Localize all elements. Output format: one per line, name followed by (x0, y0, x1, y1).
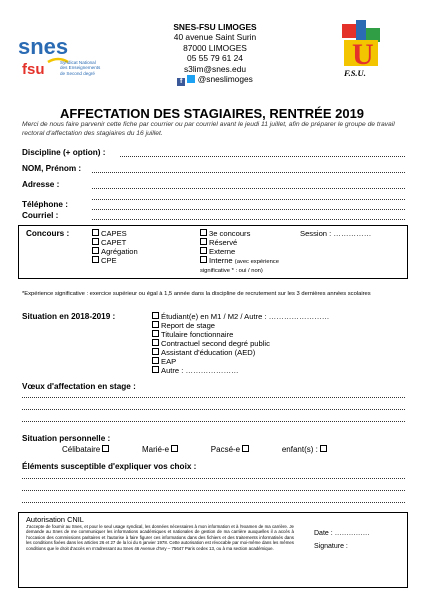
cnil-text: J'accepte de fournir au Snes, et pour le seul usage syndical, les données nécessaires à mon information et à l'examen de ma carrière. Je demande au Snes de me communiquer les informations académiques et nationales de gestion de ma carrière auxquelles il a accès à l'occasion des commissions paritaires et l'autorise à faire figurer ces informations dans des fichiers et des traitements informatisés dans les conditions fixées dans les articles 26 et 27 de la loi du 6 janvier 1978. Cette autorisation est révocable par moi-même dans les mêmes conditions que le droit d'accès en m'adressant au Snes 46 Avenue d'Ivry – 75647 Paris cedex 13, ou à ma section académique. (26, 524, 294, 551)
option-pacse[interactable]: Pacsé-e (211, 445, 252, 454)
elements-label: Éléments susceptible d'expliquer vos choix : (22, 462, 197, 471)
intro-text: Merci de nous faire parvenir cette fiche par courrier ou par courriel avant le jeudi 11 juillet, afin de préparer le groupe de travail rectoral d'affectation des stagiaires du 16 juillet. (22, 121, 395, 137)
checkbox[interactable] (92, 247, 99, 254)
social-row (140, 74, 290, 86)
field-discipline-input[interactable] (120, 156, 405, 157)
field-courriel-input[interactable] (92, 219, 405, 220)
fsu-logo-graphic (340, 20, 384, 68)
option-etudiant[interactable]: Étudiant(e) en M1 / M2 / Autre : …………………… (152, 312, 329, 321)
option-contractuel[interactable]: Contractuel second degré public (152, 339, 329, 348)
checkbox[interactable] (171, 445, 178, 452)
experience-note: *Expérience significative : exercice supérieur ou égal à 1,5 année dans la discipline de recrutement sur les 3 dernières années scolaires (22, 291, 371, 297)
option-celibataire[interactable]: Célibataire (62, 445, 111, 454)
session-field[interactable]: Session : …………… (300, 229, 372, 238)
concours-col2 (200, 229, 279, 275)
field-adresse-label: Adresse : (22, 180, 60, 189)
concours-col1 (92, 229, 138, 265)
option-titulaire[interactable]: Titulaire fonctionnaire (152, 330, 329, 339)
svg-text:snes: snes (18, 34, 69, 59)
field-telephone-label: Téléphone : (22, 200, 68, 209)
snes-caption-2: des Enseignements (60, 65, 101, 71)
checkbox[interactable] (200, 247, 207, 254)
option-agregation[interactable]: Agrégation (92, 247, 138, 256)
checkbox[interactable] (200, 256, 207, 263)
snes-caption-3: de Second degré (60, 70, 95, 76)
option-eap[interactable]: EAP (152, 357, 329, 366)
address-line-2: 87000 LIMOGES (183, 42, 247, 53)
email: s3lim@snes.edu (183, 63, 247, 74)
checkbox[interactable] (92, 238, 99, 245)
checkbox[interactable] (152, 339, 159, 346)
field-adresse-input-1[interactable] (92, 188, 405, 189)
voeux-line-2[interactable] (22, 409, 405, 410)
checkbox[interactable] (242, 445, 249, 452)
situation-label: Situation en 2018-2019 : (22, 312, 116, 321)
social-handle: @sneslimoges (197, 74, 253, 85)
option-enfants[interactable]: enfant(s) : (282, 445, 329, 454)
option-3e-concours[interactable]: 3e concours (200, 229, 279, 238)
option-capes[interactable]: CAPES (92, 229, 138, 238)
option-aed[interactable]: Assistant d'éducation (AED) (152, 348, 329, 357)
twitter-icon (187, 75, 195, 83)
checkbox[interactable] (200, 238, 207, 245)
option-marie[interactable]: Marié-e (142, 445, 180, 454)
page-title: AFFECTATION DES STAGIAIRES, RENTRÉE 2019 (59, 106, 365, 121)
situation-options (152, 312, 329, 375)
checkbox[interactable] (152, 366, 159, 373)
elements-line-1[interactable] (22, 478, 405, 479)
checkbox[interactable] (200, 229, 207, 236)
voeux-label: Vœux d'affectation en stage : (22, 382, 136, 391)
checkbox[interactable] (320, 445, 327, 452)
snes-caption-1: Syndicat National (60, 60, 96, 65)
voeux-line-1[interactable] (22, 397, 405, 398)
checkbox[interactable] (152, 321, 159, 328)
option-externe[interactable]: Externe (200, 247, 279, 256)
cnil-date[interactable]: Date : …………… (314, 530, 370, 537)
option-autre[interactable]: Autre : ………………… (152, 366, 329, 375)
field-adresse-input-2[interactable] (92, 199, 405, 200)
org-contact-block (140, 22, 290, 86)
field-discipline-label: Discipline (+ option) : (22, 148, 106, 157)
field-telephone-input[interactable] (92, 209, 405, 210)
option-cpe[interactable]: CPE (92, 256, 138, 265)
facebook-icon: f (177, 78, 185, 86)
field-nom-label: NOM, Prénom : (22, 164, 82, 173)
interne-note: significative * : oui / non) (200, 268, 263, 274)
checkbox[interactable] (152, 312, 159, 319)
cnil-signature[interactable]: Signature : (314, 543, 348, 550)
phone: 05 55 79 61 24 (187, 53, 243, 64)
checkbox[interactable] (92, 229, 99, 236)
field-nom-input[interactable] (92, 172, 405, 173)
address-line-1: 40 avenue Saint Surin (173, 32, 257, 43)
checkbox[interactable] (102, 445, 109, 452)
checkbox[interactable] (152, 357, 159, 364)
org-name: SNES-FSU LIMOGES (173, 22, 257, 32)
cnil-title: Autorisation CNIL (26, 515, 84, 524)
snes-logo (18, 32, 128, 94)
perso-label: Situation personnelle : (22, 434, 111, 443)
field-courriel-label: Courriel : (22, 211, 59, 220)
checkbox[interactable] (152, 330, 159, 337)
svg-text:U: U (352, 38, 374, 68)
fsu-logo (340, 20, 390, 82)
fsu-caption: F.S.U. (344, 68, 366, 78)
voeux-line-3[interactable] (22, 421, 405, 422)
concours-label: Concours : (26, 229, 70, 238)
elements-line-2[interactable] (22, 490, 405, 491)
option-capet[interactable]: CAPET (92, 238, 138, 247)
option-reserve[interactable]: Réservé (200, 238, 279, 247)
checkbox[interactable] (152, 348, 159, 355)
svg-text:fsu: fsu (22, 61, 45, 78)
checkbox[interactable] (92, 256, 99, 263)
elements-line-3[interactable] (22, 502, 405, 503)
option-interne[interactable]: Interne (avec expérience (200, 256, 279, 267)
perso-options (62, 445, 329, 454)
option-report[interactable]: Report de stage (152, 321, 329, 330)
